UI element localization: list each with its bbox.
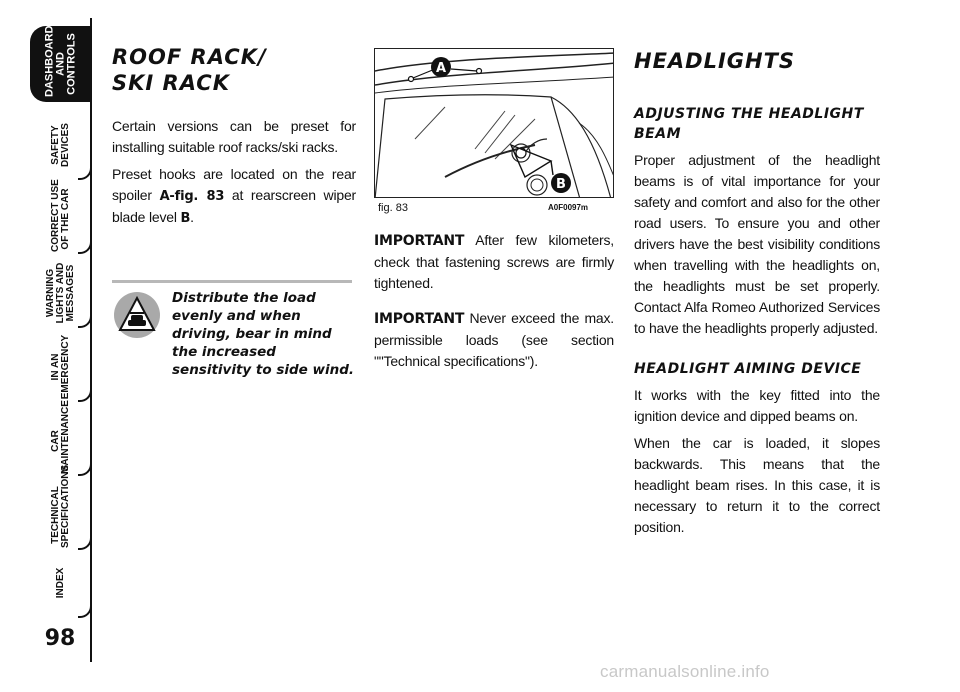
headlights-section <box>634 48 880 538</box>
figure-code: A0F0097m <box>548 203 589 212</box>
aiming-device-text-2: When the car is loaded, it slopes backwards. This means that the headlight beam rises. In this case, it is necessary to return it to the correct position. <box>634 435 880 535</box>
tab-warning-lights[interactable]: WARNING LIGHTS AND MESSAGES <box>30 258 92 328</box>
adjusting-beam-heading: ADJUSTING THE HEADLIGHT BEAM <box>634 106 864 142</box>
tab-in-an-emergency[interactable]: IN AN EMERGENCY <box>30 332 92 402</box>
tab-dashboard-and-controls[interactable]: DASHBOARD AND CONTROLS <box>30 26 92 102</box>
footer-watermark: carmanualsonline.info <box>600 662 770 681</box>
roof-rack-section <box>112 44 356 229</box>
page-number: 98 <box>44 626 76 651</box>
warning-text: Distribute the load evenly and when driving, bear in mind the increased sensitivity to side wind. <box>172 290 355 378</box>
warning-note <box>112 280 356 379</box>
important-notes <box>374 230 614 372</box>
figure-caption: fig. 83 <box>378 202 408 214</box>
aiming-device-heading: HEADLIGHT AIMING DEVICE <box>634 361 862 377</box>
tab-safety-devices[interactable]: SAFETY DEVICES <box>30 110 92 180</box>
important-note-2: IMPORTANT Never exceed the max. permissible loads (see section ""Technical specifications"). <box>374 310 614 369</box>
tab-correct-use[interactable]: CORRECT USE OF THE CAR <box>30 184 92 254</box>
chapter-sidebar <box>0 0 92 692</box>
aiming-device-text-1: It works with the key fitted into the ignition device and dipped beams on. <box>634 387 880 424</box>
figure-label-b: B <box>556 177 566 192</box>
rear-spoiler-illustration <box>375 49 614 198</box>
adjusting-beam-text: Proper adjustment of the headlight beams is of vital importance for your safety and comfort and also for the other road users. To ensure you and other drivers have the best visibility conditions when travelling with the headlights on, the headlights must be set properly. Contact Alfa Romeo Authorized Services to have the headlights properly adjusted. <box>634 152 880 336</box>
roof-rack-hooks-text: Preset hooks are located on the rear spoiler A-fig. 83 at rearscreen wiper blade level B. <box>112 166 357 226</box>
warning-rule <box>112 280 352 283</box>
roof-rack-title: ROOF RACK/ SKI RACK <box>112 45 267 95</box>
headlights-title: HEADLIGHTS <box>634 49 796 73</box>
figure-83 <box>374 48 614 198</box>
tab-index[interactable]: INDEX <box>30 548 92 618</box>
roof-load-warning-icon <box>114 292 160 338</box>
roof-rack-intro: Certain versions can be preset for installing suitable roof racks/ski racks. <box>112 118 356 155</box>
tab-technical-specifications[interactable]: TECHNICAL SPECIFICATIONS <box>30 480 92 550</box>
important-note-1: IMPORTANT After few kilometers, check that fastening screws are firmly tightened. <box>374 232 614 291</box>
figure-label-a: A <box>435 61 447 76</box>
tab-car-maintenance[interactable]: CAR MAINTENANCE <box>30 406 92 476</box>
